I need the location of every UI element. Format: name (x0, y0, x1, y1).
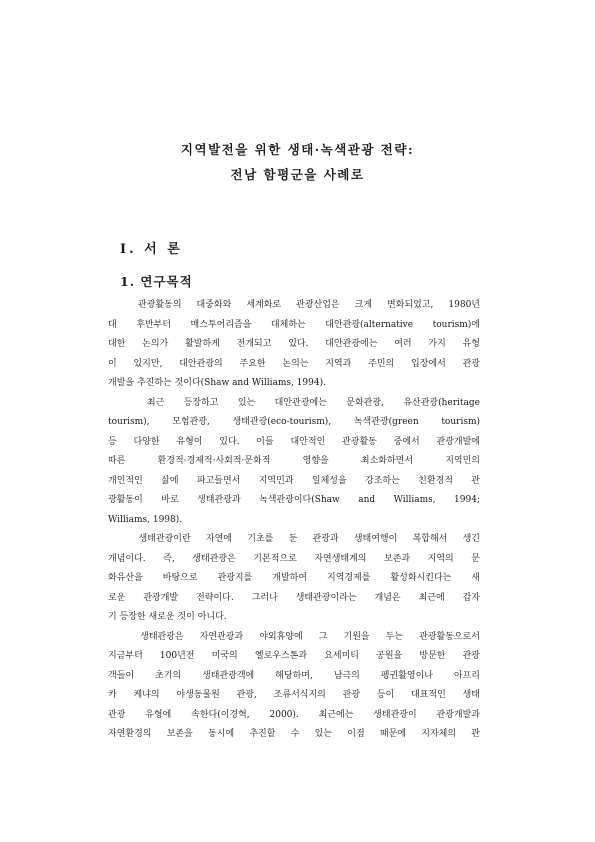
body-line: 생태관광은 자연관광과 야외휴양에 그 기원을 두는 관광활동으로서 (108, 631, 480, 642)
body-line: 관광 유형에 속한다(이경혁, 2000). 최근에는 생태관광이 관광개발과 (108, 709, 480, 720)
body-line: 최근 등장하고 있는 대안관광에는 문화관광, 유산관광(heritage (108, 397, 480, 408)
body-text (108, 296, 480, 745)
body-line: 생태관광이란 자연에 기초를 둔 관광과 생태여행이 복합해서 생긴 (108, 534, 480, 544)
body-line: 개념이다. 즉, 생태관광은 기본적으로 자연생태계의 보존과 지역의 문 (108, 553, 480, 564)
body-line: 자연환경의 보존을 동시에 추진할 수 있는 이점 때문에 지자체의 관 (108, 729, 480, 739)
body-line: 개발을 추진하는 것이다(Shaw and Williams, 1994). (108, 378, 326, 388)
body-line: 로운 관광개발 전략이다. 그러나 생태관광이라는 개념은 최근에 갑자 (108, 592, 480, 603)
body-line: 개인적인 삶에 파고들면서 지역민과 일체성을 강조하는 친환경적 관 (108, 475, 480, 486)
body-line: 관광활동의 대중화와 세계화로 관광산업은 크게 변화되었고, 1980년 (108, 300, 480, 310)
body-line: 대 후반부터 매스투어리즘을 대체하는 대안관광(alternative tourism)에 (108, 319, 480, 330)
body-line: Williams, 1998). (108, 514, 183, 525)
body-line: 이 있지만, 대안관광의 주요한 논의는 지역과 주민의 입장에서 관광 (108, 358, 480, 369)
paper-title-line-2: 전남 함평군을 사례로 (230, 167, 365, 182)
body-line: 객들이 초기의 생태관광객에 해당하며, 남극의 펭귄활영이나 아프리 (108, 670, 480, 681)
body-line: 광활동이 바로 생태관광과 녹색관광이다(Shaw and Williams, 1994; (108, 495, 480, 505)
body-line: 대한 논의가 활발하게 전개되고 있다. 대안관광에는 여러 가지 유형 (108, 339, 480, 349)
section-heading: Ⅰ. 서 론 (120, 242, 183, 257)
body-line: 화유산을 바탕으로 관광지를 개발하여 지역경제를 활성화시킨다는 새 (108, 573, 480, 583)
body-line: tourism), 모험관광, 생태관광(eco-tourism), 녹색관광(green tourism) (108, 417, 480, 427)
body-line: 기 등장한 새로운 것이 아니다. (108, 612, 227, 622)
body-line: 따른 환경적·경제적·사회적·문화적 영향을 최소화하면서 지역민의 (108, 456, 480, 466)
body-line: 등 다양한 유형이 있다. 이들 대안적인 관광활동 중에서 관광개발에 (108, 436, 480, 447)
paper-title-line-1: 지역발전을 위한 생태·녹색관광 전략: (180, 142, 415, 157)
subsection-heading: 1. 연구목적 (120, 274, 193, 289)
body-line: 지금부터 100년전 미국의 옐로우스톤과 요세미티 공원을 방문한 관광 (108, 651, 480, 661)
body-line: 카 케냐의 야생동물원 관광, 조류서식지의 관광 등이 대표적인 생태 (108, 690, 480, 700)
